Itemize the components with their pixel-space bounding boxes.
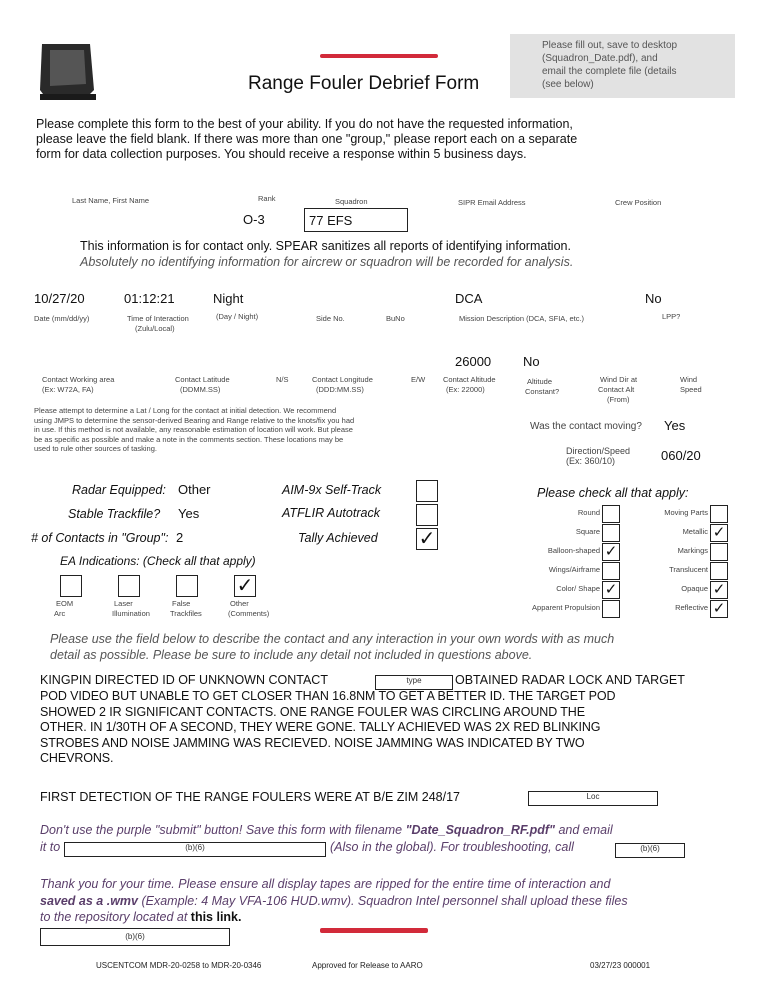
atflir-checkbox[interactable] <box>416 504 438 526</box>
thanks-line-3: to the repository located at this link. <box>40 910 242 924</box>
redacted-link: (b)(6) <box>40 928 230 946</box>
submit-instructions-2b: (Also in the global). For troubleshooting, call <box>330 840 574 854</box>
ea-option-label: EOM <box>56 599 74 608</box>
attribute-label: Translucent <box>669 565 708 574</box>
footer-right: 03/27/23 000001 <box>590 961 651 970</box>
attribute-checkbox[interactable]: ✓ <box>602 543 620 561</box>
squadron-value: 77 EFS <box>309 213 353 228</box>
lon-label: Contact Longitude <box>312 375 373 384</box>
attribute-checkbox[interactable]: ✓ <box>710 524 728 542</box>
mgrs-label-2: (Ex: W72A, FA) <box>42 385 94 394</box>
first-detection-line[interactable]: FIRST DETECTION OF THE RANGE FOULERS WERE AT B/E ZIM 248/17 <box>40 790 460 804</box>
moving-value[interactable]: Yes <box>664 418 686 433</box>
attribute-label: Metallic <box>682 527 708 536</box>
side-label: Side No. <box>316 314 345 323</box>
narrative-prompt-2: detail as possible. Please be sure to include any detail not included in questions above. <box>50 648 533 662</box>
attribute-label: Markings <box>677 546 708 555</box>
aim9x-checkbox[interactable] <box>416 480 438 502</box>
narrative-line-1b[interactable]: OBTAINED RADAR LOCK AND TARGET <box>455 673 685 687</box>
crew-label: Crew Position <box>615 198 662 207</box>
alt-label-2: (Ex: 22000) <box>446 385 485 394</box>
contacts-label: # of Contacts in "Group": <box>31 531 169 545</box>
header-note: Please fill out, save to desktop (Squadron_Date.pdf), and email the complete file (details (see below) <box>510 34 735 98</box>
lon-label-2: (DDD:MM.SS) <box>316 385 364 394</box>
redacted-field-type: type <box>375 675 453 690</box>
footer-left: USCENTCOM MDR-20-0258 to MDR-20-0346 <box>96 961 262 970</box>
time-value[interactable]: 01:12:21 <box>124 291 175 306</box>
contacts-value[interactable]: 2 <box>176 530 184 545</box>
footer-mid: Approved for Release to AARO <box>312 961 423 970</box>
tally-label: Tally Achieved <box>298 531 378 545</box>
attribute-label: Wings/Airframe <box>548 565 600 574</box>
email-label: SIPR Email Address <box>458 198 526 207</box>
dirspeed-label: Direction/Speed <box>566 446 631 456</box>
ea-option-sublabel: Illumination <box>112 609 150 618</box>
location-help: Please attempt to determine a Lat / Long for the contact at initial detection. We recommend using JMPS to determine the sensor-derived Bearing and Range relative to the knots/fix you had in use. If this method is not available, any reasonable estimation of location will work. But please be as specific as possible and make a note in the comments section. These locations may be used to rule other sources of tasking. <box>34 406 355 453</box>
page-title: Range Fouler Debrief Form <box>248 73 480 94</box>
submit-instructions-2a: it to <box>40 840 61 854</box>
privacy-line-1: This information is for contact only. SPEAR sanitizes all reports of identifying information. <box>80 239 571 253</box>
wind-dir-label-3: (From) <box>607 395 630 404</box>
ea-checkbox[interactable]: ✓ <box>234 575 256 597</box>
attribute-checkbox[interactable] <box>710 505 728 523</box>
repository-link[interactable]: this link. <box>190 910 242 924</box>
lpp-value[interactable]: No <box>645 291 662 306</box>
narrative-prompt-1: Please use the field below to describe the contact and any interaction in your own words with as much <box>50 632 615 646</box>
wind-dir-label-2: Contact Alt <box>598 385 635 394</box>
intro-paragraph: Please complete this form to the best of your ability. If you do not have the requested information, please leave the field blank. If there was more than one "group," please report each on a separate form for data collection purposes. You should receive a response within 5 business days. <box>36 117 578 161</box>
time-label: Time of Interaction <box>127 314 189 323</box>
submit-instructions-1: Don't use the purple "submit" button! Save this form with filename "Date_Squadron_RF.pdf" and email <box>40 823 613 837</box>
redacted-phone: (b)(6) <box>615 843 685 858</box>
wind-speed-label-2: Speed <box>680 385 702 394</box>
attribute-checkbox[interactable] <box>710 543 728 561</box>
squadron-label: Squadron <box>335 197 368 206</box>
date-label: Date (mm/dd/yy) <box>34 314 90 323</box>
buno-label: BuNo <box>386 314 405 323</box>
atflir-label: ATFLIR Autotrack <box>282 506 380 520</box>
attribute-label: Moving Parts <box>664 508 708 517</box>
altitude-constant-value[interactable]: No <box>523 354 540 369</box>
attribute-checkbox[interactable] <box>602 600 620 618</box>
ea-option-sublabel: Trackfiles <box>170 609 202 618</box>
dirspeed-label-2: (Ex: 360/10) <box>566 456 616 466</box>
altconst-label: Altitude <box>527 377 553 386</box>
attribute-checkbox[interactable]: ✓ <box>602 581 620 599</box>
mission-label: Mission Description (DCA, SFIA, etc.) <box>459 314 585 323</box>
rank-value[interactable]: O-3 <box>243 212 265 227</box>
redacted-email: (b)(6) <box>64 842 326 857</box>
time-label-2: (Zulu/Local) <box>135 324 175 333</box>
moving-label: Was the contact moving? <box>530 421 642 432</box>
alt-label: Contact Altitude <box>443 375 496 384</box>
dirspeed-value[interactable]: 060/20 <box>661 448 701 463</box>
attribute-checkbox[interactable]: ✓ <box>710 581 728 599</box>
attribute-label: Apparent Propulsion <box>532 603 600 612</box>
attributes-heading: Please check all that apply: <box>537 486 689 500</box>
altconst-label-2: Constant? <box>525 387 560 396</box>
wind-speed-label: Wind <box>680 375 698 384</box>
ea-option-sublabel: (Comments) <box>228 609 270 618</box>
ea-option-label: False <box>172 599 191 608</box>
ew-label: E/W <box>411 375 426 384</box>
attribute-checkbox[interactable] <box>602 505 620 523</box>
ea-checkbox[interactable] <box>118 575 140 597</box>
ea-label: EA Indications: (Check all that apply) <box>60 554 256 568</box>
mgrs-label: Contact Working area <box>42 375 115 384</box>
radar-label: Radar Equipped: <box>72 483 166 497</box>
attribute-label: Color/ Shape <box>556 584 600 593</box>
thanks-line-2: saved as a .wmv (Example: 4 May VFA-106 HUD.wmv). Squadron Intel personnel shall upload these files <box>40 894 628 908</box>
lpp-label: LPP? <box>662 312 681 321</box>
attribute-checkbox[interactable]: ✓ <box>710 600 728 618</box>
attribute-label: Opaque <box>681 584 708 593</box>
altitude-value[interactable]: 26000 <box>455 354 492 369</box>
rank-label: Rank <box>258 194 276 203</box>
trackfile-value[interactable]: Yes <box>178 506 200 521</box>
narrative-line-1a[interactable]: KINGPIN DIRECTED ID OF UNKNOWN CONTACT <box>40 673 328 687</box>
attribute-label: Balloon-shaped <box>547 546 600 555</box>
unit-logo <box>38 40 98 102</box>
attribute-label: Square <box>575 527 600 536</box>
radar-value[interactable]: Other <box>178 482 211 497</box>
ea-option-sublabel: Arc <box>54 609 66 618</box>
daynight-value[interactable]: Night <box>213 291 244 306</box>
attribute-checkbox[interactable] <box>602 562 620 580</box>
wind-dir-label: Wind Dir at <box>600 375 638 384</box>
narrative-text[interactable]: POD VIDEO BUT UNABLE TO GET CLOSER THAN 16.8NM TO GET A BETTER ID. THE TARGET POD SHOWED 2 IR SIGNIFICANT CONTACTS. ONE RANGE FOULER WAS CIRCLING AROUND THE OTHER. IN 1/30TH OF A SECOND, THEY WERE GONE. TALLY ACHIEVED WAS 2X RED BLINKING STROBES AND NOISE JAMMING WAS RECIEVED. NOISE JAMMING WAS INDICATED BY TWO CHEVRONS. <box>40 689 616 765</box>
ea-option-label: Other <box>230 599 249 608</box>
ea-option-label: Laser <box>114 599 133 608</box>
mission-value[interactable]: DCA <box>455 291 483 306</box>
trackfile-label: Stable Trackfile? <box>68 507 161 521</box>
attribute-checkbox[interactable] <box>710 562 728 580</box>
ea-checkbox[interactable] <box>176 575 198 597</box>
privacy-line-2: Absolutely no identifying information for aircrew or squadron will be recorded for analysis. <box>80 255 574 269</box>
attribute-label: Reflective <box>675 603 708 612</box>
attribute-checkbox[interactable] <box>602 524 620 542</box>
ns-label: N/S <box>276 375 289 384</box>
aim9x-label: AIM-9x Self-Track <box>282 483 382 497</box>
redacted-field-loc: Loc <box>528 791 658 806</box>
tally-checkbox[interactable]: ✓ <box>416 528 438 550</box>
lat-label-2: (DDMM.SS) <box>180 385 221 394</box>
lat-label: Contact Latitude <box>175 375 230 384</box>
squadron-field[interactable] <box>304 208 408 232</box>
header-red-bar <box>320 54 438 58</box>
attribute-label: Round <box>577 508 600 517</box>
ea-checkbox[interactable] <box>60 575 82 597</box>
thanks-line-1: Thank you for your time. Please ensure all display tapes are ripped for the entire time of interaction and <box>40 877 611 891</box>
daynight-label: (Day / Night) <box>216 312 259 321</box>
date-value[interactable]: 10/27/20 <box>34 291 85 306</box>
name-label: Last Name, First Name <box>72 196 150 205</box>
submit-button[interactable] <box>320 928 428 933</box>
